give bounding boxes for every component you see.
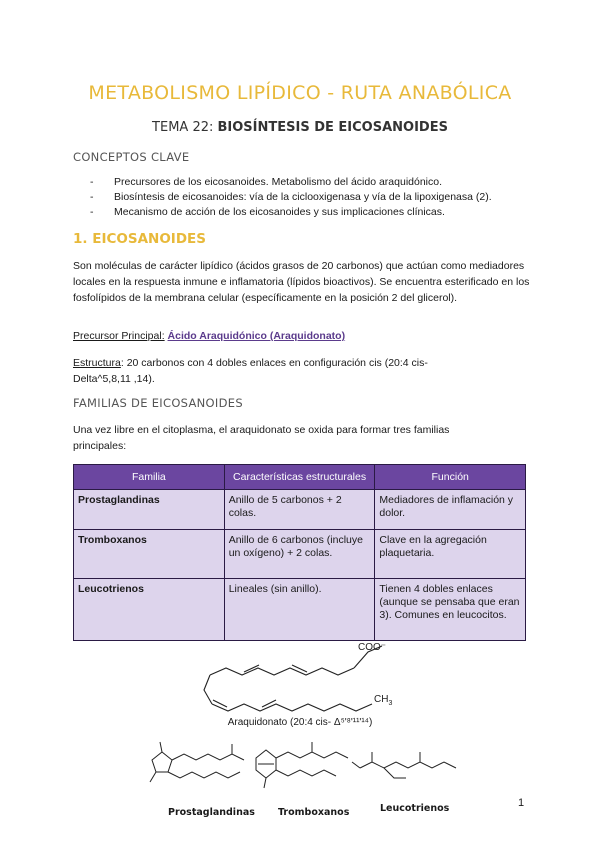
list-item: - Mecanismo de acción de los eicosanoides y sus implicaciones clínicas.: [90, 205, 540, 220]
prostaglandin-structure: [150, 742, 244, 782]
precursor-label: Precursor Principal:: [73, 330, 165, 342]
subtitle-bold: BIOSÍNTESIS DE EICOSANOIDES: [217, 120, 448, 135]
ch3-text: CH: [374, 694, 389, 705]
key-concepts-heading: CONCEPTOS CLAVE: [73, 150, 190, 164]
coo-label: COO⁻: [358, 642, 387, 653]
families-intro: Una vez libre en el citoplasma, el araquidonato se oxida para formar tres familias principales:: [73, 424, 450, 452]
structure-label-prostaglandinas: Prostaglandinas: [168, 807, 255, 818]
ch3-subscript: 3: [388, 700, 393, 707]
section-heading: 1. EICOSANOIDES: [73, 231, 206, 247]
table-cell: Tromboxanos: [74, 530, 225, 579]
table-header: Características estructurales: [224, 465, 375, 490]
subtitle-prefix: TEMA 22:: [152, 120, 218, 135]
intro-paragraph: Son moléculas de carácter lipídico (ácidos grasos de 20 carbonos) que actúan como mediadores locales en la respuesta inmune e inflamatoria (lípidos bioactivos). Se encuentra esterificado en los fosfolípidos de la membrana celular (específicamente en la posición 2 del glicerol).: [73, 260, 530, 304]
table-cell: Mediadores de inflamación y dolor.: [375, 490, 526, 530]
structure-label-tromboxanos: Tromboxanos: [278, 807, 350, 818]
document-title: METABOLISMO LIPÍDICO - RUTA ANABÓLICA: [88, 82, 512, 104]
table-cell: Anillo de 5 carbonos + 2 colas.: [224, 490, 375, 530]
table-cell: Anillo de 6 carbonos (incluye un oxígeno) + 2 colas.: [224, 530, 375, 579]
ch3-label: [374, 694, 392, 707]
figure-caption: Araquidonato (20:4 cis- Δ⁵'⁸'¹¹'¹⁴): [227, 717, 373, 728]
structure-text: : 20 carbonos con 4 dobles enlaces en configuración cis (20:4 cis-Delta^5,8,11 ,14).: [73, 357, 428, 385]
list-item: - Biosíntesis de eicosanoides: vía de la ciclooxigenasa y vía de la lipoxigenasa (2).: [90, 190, 540, 205]
table-cell: Leucotrienos: [74, 579, 225, 641]
families-heading: FAMILIAS DE EICOSANOIDES: [73, 396, 243, 410]
leukotriene-structure: [352, 752, 456, 778]
table-cell: Tienen 4 dobles enlaces (aunque se pensaba que eran 3). Comunes en leucocitos.: [375, 579, 526, 641]
precursor-value: Ácido Araquidónico (Araquidonato): [167, 330, 346, 342]
table-cell: Clave en la agregación plaquetaria.: [375, 530, 526, 579]
structure-label-leucotrienos: Leucotrienos: [380, 803, 450, 814]
table-header: Familia: [74, 465, 225, 490]
list-item: - Precursores de los eicosanoides. Metabolismo del ácido araquidónico.: [90, 175, 540, 190]
structure-label: Estructura: [73, 357, 121, 369]
thromboxane-structure: [256, 742, 348, 788]
table-cell: Lineales (sin anillo).: [224, 579, 375, 641]
table-header: Función: [375, 465, 526, 490]
table-cell: Prostaglandinas: [74, 490, 225, 530]
page-number: 1: [518, 797, 525, 809]
